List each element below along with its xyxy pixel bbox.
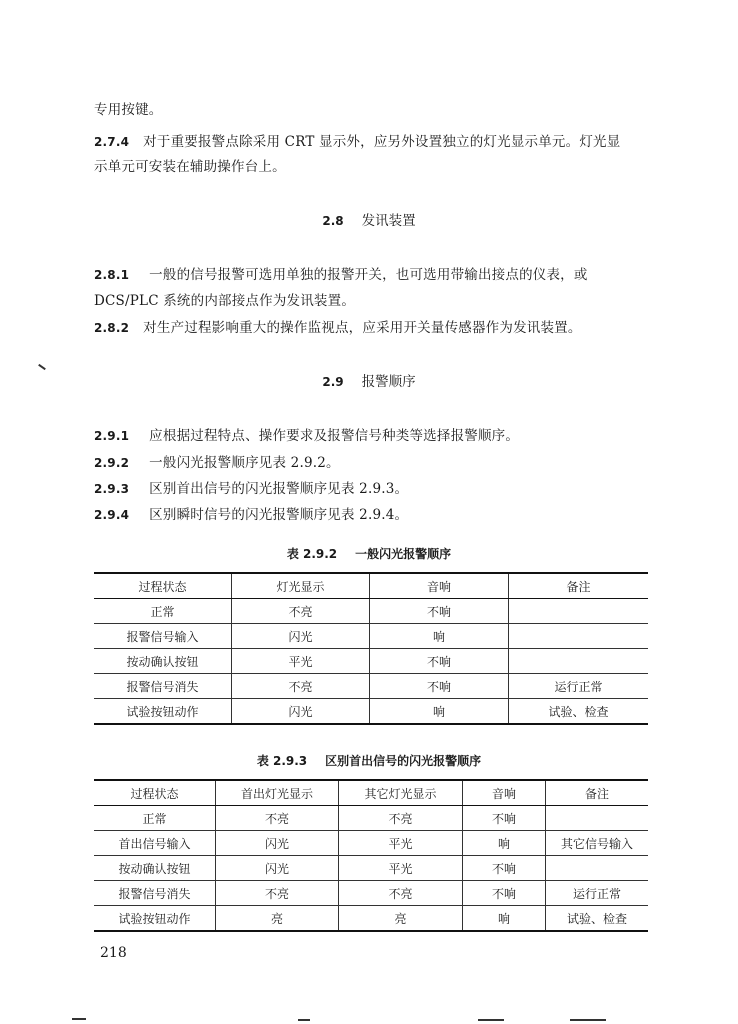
clause-number: 2.9.1 xyxy=(94,429,130,443)
table-cell: 平光 xyxy=(232,649,370,674)
section-heading-2-9 xyxy=(0,370,738,390)
table-cell: 按动确认按钮 xyxy=(94,649,232,674)
table-row xyxy=(94,674,648,699)
table-row xyxy=(94,881,648,906)
clause-number: 2.8.2 xyxy=(94,321,130,335)
clause-2-8-2 xyxy=(94,316,582,336)
section-title: 发讯装置 xyxy=(361,213,416,229)
column-header: 灯光显示 xyxy=(232,573,370,599)
table-cell: 不响 xyxy=(370,674,509,699)
table-cell: 不亮 xyxy=(232,674,370,699)
text-line: DCS/PLC 系统的内部接点作为发讯装置。 xyxy=(94,293,356,309)
table-header-row xyxy=(94,573,648,599)
table-cell: 不亮 xyxy=(232,599,370,624)
table-cell: 正常 xyxy=(94,806,216,831)
table-cell: 平光 xyxy=(339,856,463,881)
table-cell: 闪光 xyxy=(232,699,370,725)
table-caption xyxy=(0,545,738,562)
clause-2-7-4 xyxy=(94,130,620,150)
table-cell xyxy=(546,806,649,831)
column-header: 备注 xyxy=(509,573,649,599)
table-row xyxy=(94,831,648,856)
text-line: 示单元可安装在辅助操作台上。 xyxy=(94,159,286,175)
table-cell: 运行正常 xyxy=(546,881,649,906)
table-cell: 报警信号输入 xyxy=(94,624,232,649)
clause-2-9-2 xyxy=(94,451,340,471)
table-cell: 试验、检查 xyxy=(546,906,649,932)
table-row xyxy=(94,599,648,624)
table-row xyxy=(94,856,648,881)
table-2-9-3 xyxy=(94,779,648,932)
table-cell: 响 xyxy=(463,831,546,856)
table-cell: 正常 xyxy=(94,599,232,624)
clause-2-9-4 xyxy=(94,503,408,523)
clause-text: 一般的信号报警可选用单独的报警开关，也可选用带输出接点的仪表，或 xyxy=(149,267,588,283)
table-row xyxy=(94,699,648,725)
column-header: 音响 xyxy=(463,780,546,806)
table-title: 一般闪光报警顺序 xyxy=(355,547,452,561)
column-header: 备注 xyxy=(546,780,649,806)
table-cell: 报警信号消失 xyxy=(94,674,232,699)
table-cell: 运行正常 xyxy=(509,674,649,699)
table-cell xyxy=(509,624,649,649)
section-title: 报警顺序 xyxy=(361,374,416,390)
clause-text: 应根据过程特点、操作要求及报警信号种类等选择报警顺序。 xyxy=(149,428,520,444)
scan-speck xyxy=(72,1018,86,1020)
table-cell: 闪光 xyxy=(232,624,370,649)
scan-speck xyxy=(298,1019,310,1021)
table-cell: 报警信号消失 xyxy=(94,881,216,906)
column-header: 过程状态 xyxy=(94,780,216,806)
column-header: 首出灯光显示 xyxy=(216,780,339,806)
text-line: 专用按键。 xyxy=(94,102,163,118)
table-cell: 试验按钮动作 xyxy=(94,699,232,725)
clause-text: 区别瞬时信号的闪光报警顺序见表 2.9.4。 xyxy=(149,507,409,523)
clause-text: 一般闪光报警顺序见表 2.9.2。 xyxy=(149,455,340,471)
table-cell: 试验、检查 xyxy=(509,699,649,725)
table-row xyxy=(94,906,648,932)
table-cell: 试验按钮动作 xyxy=(94,906,216,932)
page-number: 218 xyxy=(100,945,127,961)
table-cell: 响 xyxy=(463,906,546,932)
table-cell xyxy=(546,856,649,881)
table-cell: 响 xyxy=(370,699,509,725)
column-header: 音响 xyxy=(370,573,509,599)
table-2-9-2 xyxy=(94,572,648,725)
table-cell: 不亮 xyxy=(339,806,463,831)
table-cell: 不响 xyxy=(370,649,509,674)
table-cell: 不响 xyxy=(370,599,509,624)
table-row xyxy=(94,624,648,649)
table-number: 表 2.9.3 xyxy=(256,754,308,768)
clause-number: 2.9.2 xyxy=(94,456,130,470)
clause-number: 2.8.1 xyxy=(94,268,130,282)
clause-2-9-3 xyxy=(94,477,408,497)
table-cell: 不响 xyxy=(463,881,546,906)
table-cell: 其它信号输入 xyxy=(546,831,649,856)
table-row xyxy=(94,806,648,831)
table-cell: 亮 xyxy=(339,906,463,932)
clause-text: 区别首出信号的闪光报警顺序见表 2.9.3。 xyxy=(149,481,409,497)
table-cell: 按动确认按钮 xyxy=(94,856,216,881)
table-cell xyxy=(509,599,649,624)
clause-2-9-1 xyxy=(94,424,519,444)
section-heading-2-8 xyxy=(0,209,738,229)
table-cell: 闪光 xyxy=(216,831,339,856)
clause-number: 2.7.4 xyxy=(94,135,130,149)
scan-speck xyxy=(570,1019,606,1021)
section-number: 2.8 xyxy=(322,214,344,228)
table-cell: 不亮 xyxy=(339,881,463,906)
clause-text: 对于重要报警点除采用 CRT 显示外，应另外设置独立的灯光显示单元。灯光显 xyxy=(143,134,621,150)
clause-number: 2.9.4 xyxy=(94,508,130,522)
column-header: 过程状态 xyxy=(94,573,232,599)
section-number: 2.9 xyxy=(322,375,344,389)
table-cell: 响 xyxy=(370,624,509,649)
table-number: 表 2.9.2 xyxy=(286,547,338,561)
clause-number: 2.9.3 xyxy=(94,482,130,496)
table-cell: 不响 xyxy=(463,806,546,831)
table-row xyxy=(94,649,648,674)
table-cell: 平光 xyxy=(339,831,463,856)
table-cell: 不响 xyxy=(463,856,546,881)
table-cell: 不亮 xyxy=(216,806,339,831)
scan-speck xyxy=(478,1019,504,1021)
table-cell: 闪光 xyxy=(216,856,339,881)
table-header-row xyxy=(94,780,648,806)
table-title: 区别首出信号的闪光报警顺序 xyxy=(325,754,482,768)
table-cell: 不亮 xyxy=(216,881,339,906)
column-header: 其它灯光显示 xyxy=(339,780,463,806)
table-caption xyxy=(0,752,738,769)
clause-text: 对生产过程影响重大的操作监视点，应采用开关量传感器作为发讯装置。 xyxy=(143,320,582,336)
table-cell: 亮 xyxy=(216,906,339,932)
table-cell xyxy=(509,649,649,674)
clause-2-8-1 xyxy=(94,263,588,283)
table-cell: 首出信号输入 xyxy=(94,831,216,856)
